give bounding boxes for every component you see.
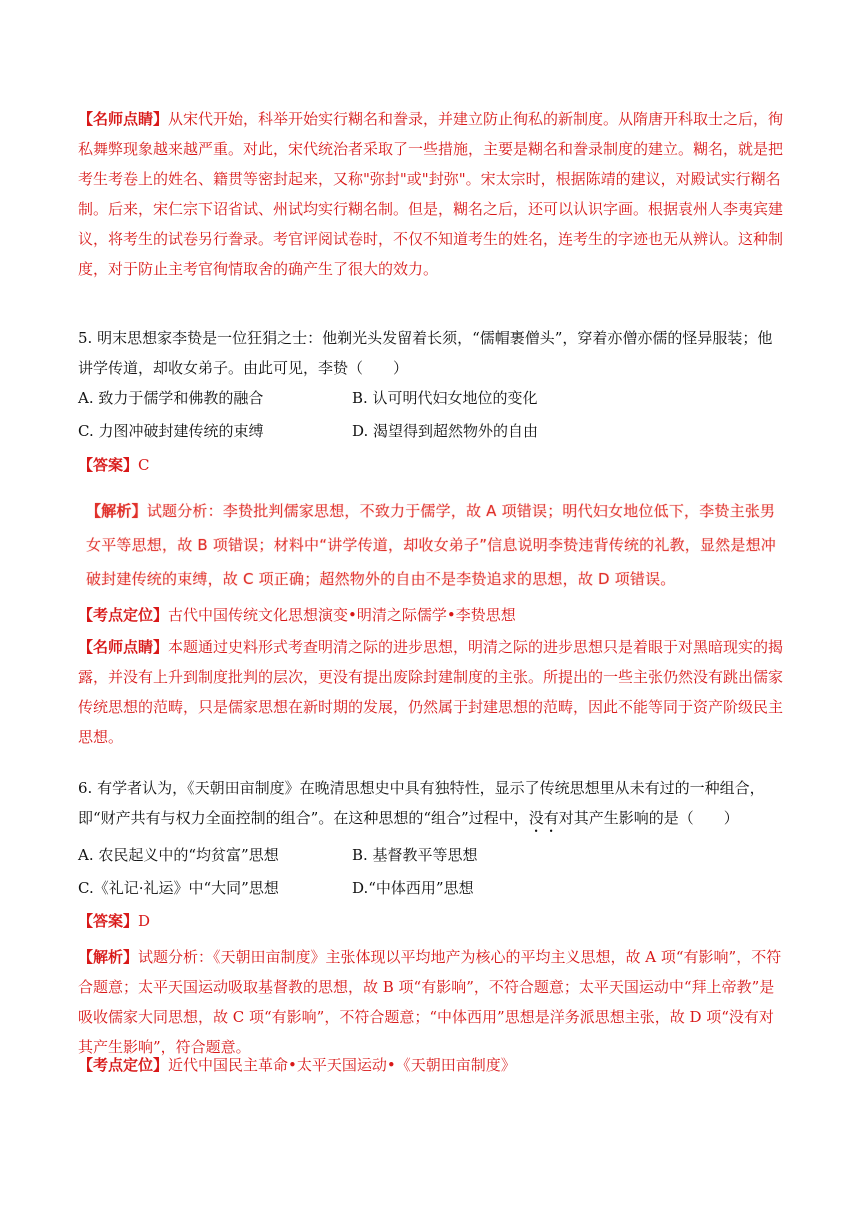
- question-6-stem-emphasis: 没有: [528, 809, 559, 827]
- analysis-tag: 【解析】: [78, 948, 139, 966]
- question-5-kaodian: [78, 600, 784, 630]
- kaodian-tag: 【考点定位】: [78, 606, 169, 624]
- answer-value: D: [138, 912, 151, 930]
- answer-tag: 【答案】: [78, 912, 139, 930]
- option-c: C.《礼记·礼运》中“大同”思想: [78, 879, 279, 897]
- question-6-options-row-2: [78, 873, 784, 903]
- analysis-tag: 【解析】: [86, 502, 147, 520]
- option-c: C. 力图冲破封建传统的束缚: [78, 422, 264, 440]
- mingshi-tag: 【名师点睛】: [78, 638, 169, 656]
- mingshi-text: 本题通过史料形式考查明清之际的进步思想，明清之际的进步思想只是着眼于对黑暗现实的揭露，并没有上升到制度批判的层次，更没有提出废除封建制度的主张。所提出的一些主张仍然没有跳出儒家传统思想的范畴，只是儒家思想在新时期的发展，仍然属于封建思想的范畴，因此不能等同于资产阶级民主思想。: [78, 638, 784, 746]
- mingshi-text: 从宋代开始，科举开始实行糊名和誊录，并建立防止徇私的新制度。从隋唐开科取士之后，徇私舞弊现象越来越严重。对此，宋代统治者采取了一些措施，主要是糊名和誊录制度的建立。糊名，就是把考生考卷上的姓名、籍贯等密封起来，又称"弥封"或"封弥"。宋太宗时，根据陈靖的建议，对殿试实行糊名制。后来，宋仁宗下诏省试、州试均实行糊名制。但是，糊名之后，还可以认识字画。根据袁州人李夷宾建议，将考生的试卷另行誊录。考官评阅试卷时，不仅不知道考生的姓名，连考生的字迹也无从辨认。这种制度，对于防止主考官徇情取舍的确产生了很大的效力。: [78, 110, 784, 278]
- question-5-analysis: [86, 494, 776, 596]
- kaodian-tag: 【考点定位】: [78, 1056, 169, 1074]
- question-6-answer: [78, 906, 784, 936]
- mingshi-tag: 【名师点睛】: [78, 110, 169, 128]
- answer-value: C: [138, 456, 150, 474]
- kaodian-text: 近代中国民主革命•太平天国运动•《天朝田亩制度》: [168, 1056, 516, 1074]
- question-6-analysis: [78, 942, 784, 1062]
- kaodian-text: 古代中国传统文化思想演变•明清之际儒学•李贽思想: [168, 606, 516, 624]
- option-a: A. 致力于儒学和佛教的融合: [78, 389, 264, 407]
- question-5-options-row-2: [78, 416, 784, 446]
- question-6-kaodian: [78, 1050, 784, 1080]
- option-d: D.“中体西用”思想: [352, 879, 474, 897]
- answer-tag: 【答案】: [78, 456, 139, 474]
- question-6-options-row-1: [78, 840, 784, 870]
- option-a: A. 农民起义中的“均贫富”思想: [78, 846, 279, 864]
- question-5-answer: [78, 450, 784, 480]
- option-b: B. 认可明代妇女地位的变化: [352, 389, 538, 407]
- question-6-stem-pre: 6. 有学者认为，《天朝田亩制度》在晚清思想史中具有独特性，显示了传统思想里从未有过的一种组合，即“财产共有与权力全面控制的组合”。在这种思想的“组合”过程中，: [78, 779, 765, 827]
- question-5-options-row-1: [78, 383, 784, 413]
- question-5-mingshi: [78, 632, 784, 752]
- question-6-stem-post: 对其产生影响的是（ ）: [558, 809, 739, 827]
- analysis-text: 试题分析：《天朝田亩制度》主张体现以平均地产为核心的平均主义思想，故 A 项“有影响”，不符合题意；太平天国运动吸取基督教的思想，故 B 项“有影响”，不符合题意；太平天国运动中“拜上帝教”是吸收儒家大同思想，故 C 项“有影响”，不符合题意；“中体西用”思想是洋务派思想主张，故 D 项“没有对其产生影响”，符合题意。: [78, 948, 782, 1056]
- option-b: B. 基督教平等思想: [352, 846, 478, 864]
- option-d: D. 渴望得到超然物外的自由: [352, 422, 539, 440]
- analysis-text: 试题分析：李贽批判儒家思想，不致力于儒学，故 A 项错误；明代妇女地位低下，李贽主张男女平等思想，故 B 项错误；材料中“讲学传道，却收女弟子”信息说明李贽违背传统的礼教，显然是想冲破封建传统的束缚，故 C 项正确；超然物外的自由不是李贽追求的思想，故 D 项错误。: [86, 502, 776, 588]
- question-6-stem: [78, 773, 784, 836]
- question-5-stem: 5. 明末思想家李贽是一位狂狷之士：他剃光头发留着长须，“儒帽裹僧头”，穿着亦僧亦儒的怪异服装；他讲学传道，却收女弟子。由此可见，李贽（ ）: [78, 329, 773, 377]
- mingshi-paragraph-1: [78, 104, 784, 284]
